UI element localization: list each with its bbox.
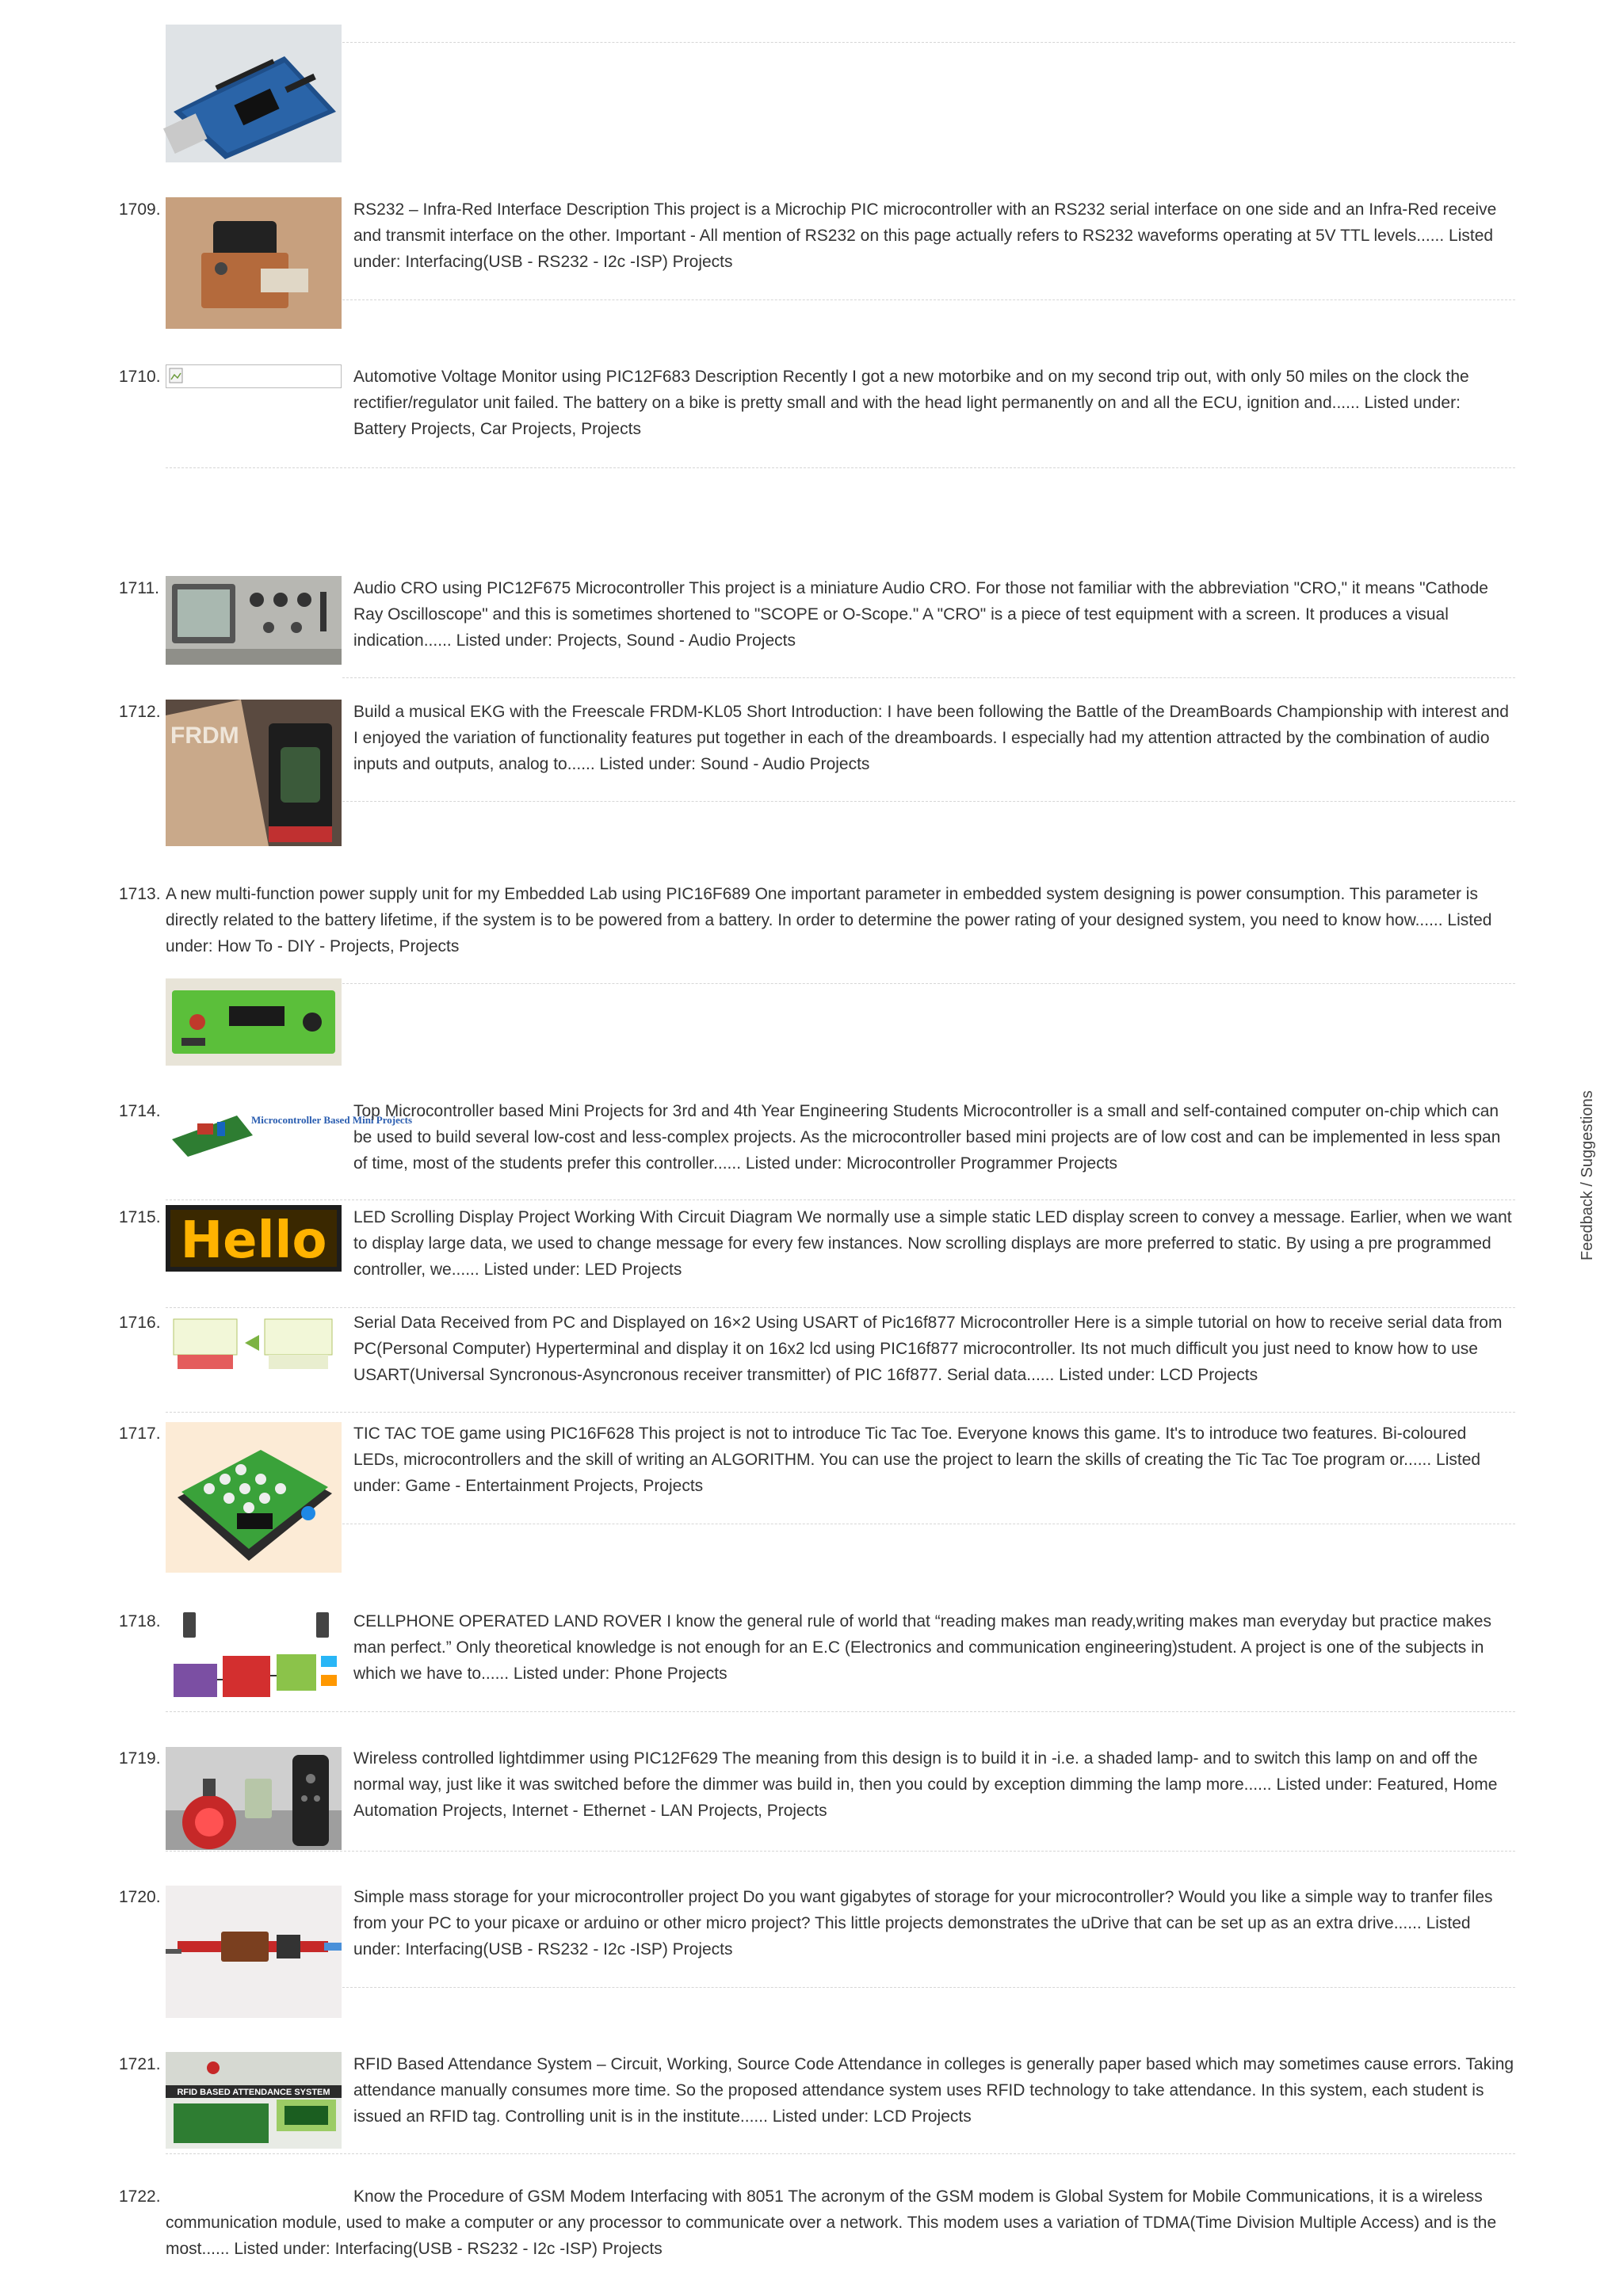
entry-description[interactable]: Wireless controlled lightdimmer using PIC12F629 The meaning from this design is to build it in -i.e. a shaded lamp- and to switch this lamp on and off the normal way, just like it was switched before the dimmer was build in, then you could by exception dimming the lamp more...... Listed under: Featured, Home Automation Projects, Internet - Ethernet - LAN Projects, Projects	[353, 1749, 1498, 1820]
entry-number: 1709.	[119, 200, 161, 219]
entry-number: 1720.	[119, 1888, 161, 1906]
entry-thumbnail-tic-tac-toe[interactable]	[166, 1422, 342, 1573]
entry-number: 1716.	[119, 1314, 161, 1332]
entry-separator	[342, 677, 1515, 678]
entry-number: 1714.	[119, 1102, 161, 1120]
entry-description[interactable]: Top Microcontroller based Mini Projects for 3rd and 4th Year Engineering Students Microcontroller is a small and self-contained computer on-chip which can be used to build several low-cost and less-complex projects. As the microcontroller based mini projects are of low cost and can be implemented in less span of time, most of the students prefer this controller...... Listed under: Microcontroller Programmer Projects	[353, 1102, 1501, 1173]
entry-number: 1717.	[119, 1425, 161, 1443]
entry-number: 1722.	[119, 2187, 161, 2206]
entry-number: 1715.	[119, 1208, 161, 1226]
thumbnail-caption: Hello	[180, 1211, 327, 1270]
entry-separator	[166, 1711, 1515, 1712]
entry-description[interactable]: Know the Procedure of GSM Modem Interfacing with 8051 The acronym of the GSM modem is Global System for Mobile Communications, it is a wireless communication module, used to make a computer or any processor to communicate over a network. This modem uses a variation of TDMA(Time Division Multiple Access) and is the most...... Listed under: Interfacing(USB - RS232 - I2c -ISP) Projects	[166, 2187, 1497, 2258]
entry-separator	[166, 2153, 1515, 2154]
entry-separator	[342, 42, 1515, 43]
entry-thumbnail-audio-cro[interactable]	[166, 576, 342, 665]
entry-thumbnail-mini-projects[interactable]	[166, 1100, 413, 1160]
entry-thumbnail-mass-storage[interactable]	[166, 1886, 342, 2018]
entry-separator	[166, 1412, 1515, 1413]
entry-description[interactable]: Audio CRO using PIC12F675 Microcontroller This project is a miniature Audio CRO. For those not familiar with the abbreviation "CRO," it means "Cathode Ray Oscilloscope" and this is sometimes shortened to "SCOPE or O-Scope." A "CRO" is a piece of test equipment with a screen. It produces a visual indication...... Listed under: Projects, Sound - Audio Projects	[353, 579, 1488, 650]
entry-separator	[342, 1987, 1515, 1988]
entry-description[interactable]: RFID Based Attendance System – Circuit, Working, Source Code Attendance in colleges is generally paper based which may sometimes cause errors. Taking attendance manually consumes more time. So the proposed attendance system uses RFID technology to take attendance. In this system, each student is issued an RFID tag. Controlling unit is in the institute...... Listed under: LCD Projects	[353, 2055, 1514, 2126]
entry-separator	[166, 1307, 1515, 1308]
svg-text:FRDM: FRDM	[170, 723, 239, 749]
entry-separator	[166, 1199, 1515, 1200]
entry-thumbnail-light-dimmer[interactable]	[166, 1747, 342, 1850]
entry-description[interactable]: Simple mass storage for your microcontroller project Do you want gigabytes of storage for your microcontroller? Would you like a simple way to tranfer files from your PC to your picaxe or arduino or other micro project? This little projects demonstrates the uDrive that can be set up as an extra drive...... Listed under: Interfacing(USB - RS232 - I2c -ISP) Projects	[353, 1888, 1493, 1958]
thumbnail-caption: Microcontroller Based Mini Projects	[251, 1114, 413, 1126]
entry-number: 1721.	[119, 2055, 161, 2073]
entry-thumbnail-land-rover-diagram[interactable]	[166, 1608, 342, 1711]
entry-description[interactable]: LED Scrolling Display Project Working With Circuit Diagram We normally use a simple static LED display screen to convey a message. Earlier, when we want to display large data, we used to change message for every few instances. Now scrolling displays are more preferred to static. By using a pre programmed controller, we...... Listed under: LED Projects	[353, 1208, 1512, 1279]
entry-thumbnail-frdm-board[interactable]	[166, 700, 342, 846]
entry-description[interactable]: Serial Data Received from PC and Displayed on 16×2 Using USART of Pic16f877 Microcontroller Here is a simple tutorial on how to receive serial data from PC(Personal Computer) Hyperterminal and display it on 16x2 lcd using PIC16f877 microcontroller. Its not much difficult you just need to know how to use USART(Universal Syncronous-Asyncronous receiver transmitter) of PIC 16f877. Serial data...... Listed under: LCD Projects	[353, 1314, 1503, 1384]
entry-description[interactable]: CELLPHONE OPERATED LAND ROVER I know the general rule of world that “reading makes man ready,writing makes man everyday but practice makes man perfect.” Only theoretical knowledge is not enough for an E.C (Electronics and communication engineering)student. A project is one of the subjects in which we have to...... Listed under: Phone Projects	[353, 1612, 1491, 1683]
entry-description[interactable]: TIC TAC TOE game using PIC16F628 This project is not to introduce Tic Tac Toe. Everyone knows this game. It's to introduce two features. Bi-coloured LEDs, microcontrollers and the skill of writing an ALGORITHM. You can use the project to learn the skills of creating the Tic Tac Toe program or...... Listed under: Game - Entertainment Projects, Projects	[353, 1425, 1481, 1495]
entry-description[interactable]: RS232 – Infra-Red Interface Description This project is a Microchip PIC microcontroller with an RS232 serial interface on one side and an Infra-Red receive and transmit interface on the other. Important - All mention of RS232 on this page actually refers to RS232 waveforms operating at 5V TTL levels...... Listed under: Interfacing(USB - RS232 - I2c -ISP) Projects	[353, 200, 1497, 271]
entry-number: 1713.	[119, 885, 161, 903]
entry-thumbnail-power-supply[interactable]	[166, 978, 342, 1066]
entry-separator	[166, 1851, 1515, 1852]
entry-thumbnail-broken-image[interactable]	[166, 364, 342, 388]
entry-thumbnail-arduino-board[interactable]	[166, 25, 342, 162]
entry-thumbnail-rfid-attendance[interactable]	[166, 2052, 342, 2149]
feedback-suggestions-tab[interactable]: Feedback / Suggestions	[1579, 1090, 1596, 1261]
entry-number: 1710.	[119, 368, 161, 386]
entry-number: 1718.	[119, 1612, 161, 1630]
entry-description[interactable]: Automotive Voltage Monitor using PIC12F683 Description Recently I got a new motorbike and on my second trip out, with only 50 miles on the clock the rectifier/regulator unit failed. The battery on a bike is pretty small and with the head light permanently on and all the ECU, ignition and...... Listed under: Battery Projects, Car Projects, Projects	[353, 368, 1469, 438]
entry-separator	[342, 299, 1515, 300]
entry-thumbnail-ir-interface[interactable]	[166, 197, 342, 329]
thumbnail-caption: RFID BASED ATTENDANCE SYSTEM	[177, 2088, 330, 2097]
entry-separator	[342, 983, 1515, 984]
entry-number: 1711.	[119, 579, 159, 597]
entry-number: 1712.	[119, 703, 161, 721]
entry-thumbnail-led-scroller[interactable]	[166, 1205, 342, 1272]
entry-description[interactable]: Build a musical EKG with the Freescale FRDM-KL05 Short Introduction: I have been following the Battle of the DreamBoards Championship with interest and I enjoyed the variation of functionality features put together in each of the dreamboards. I especially had my attention attracted by the combination of audio inputs and outputs, analog to...... Listed under: Sound - Audio Projects	[353, 703, 1509, 773]
entry-number: 1719.	[119, 1749, 161, 1768]
entry-thumbnail-serial-diagram[interactable]	[166, 1311, 342, 1381]
entry-separator	[342, 801, 1515, 802]
entry-separator	[166, 467, 1515, 468]
entry-description[interactable]: A new multi-function power supply unit for my Embedded Lab using PIC16F689 One important parameter in embedded system designing is power consumption. This parameter is directly related to the battery lifetime, if the system is to be powered from a battery. In order to determine the power rating of your designed system, you need to know how...... Listed under: How To - DIY - Projects, Projects	[166, 885, 1492, 955]
